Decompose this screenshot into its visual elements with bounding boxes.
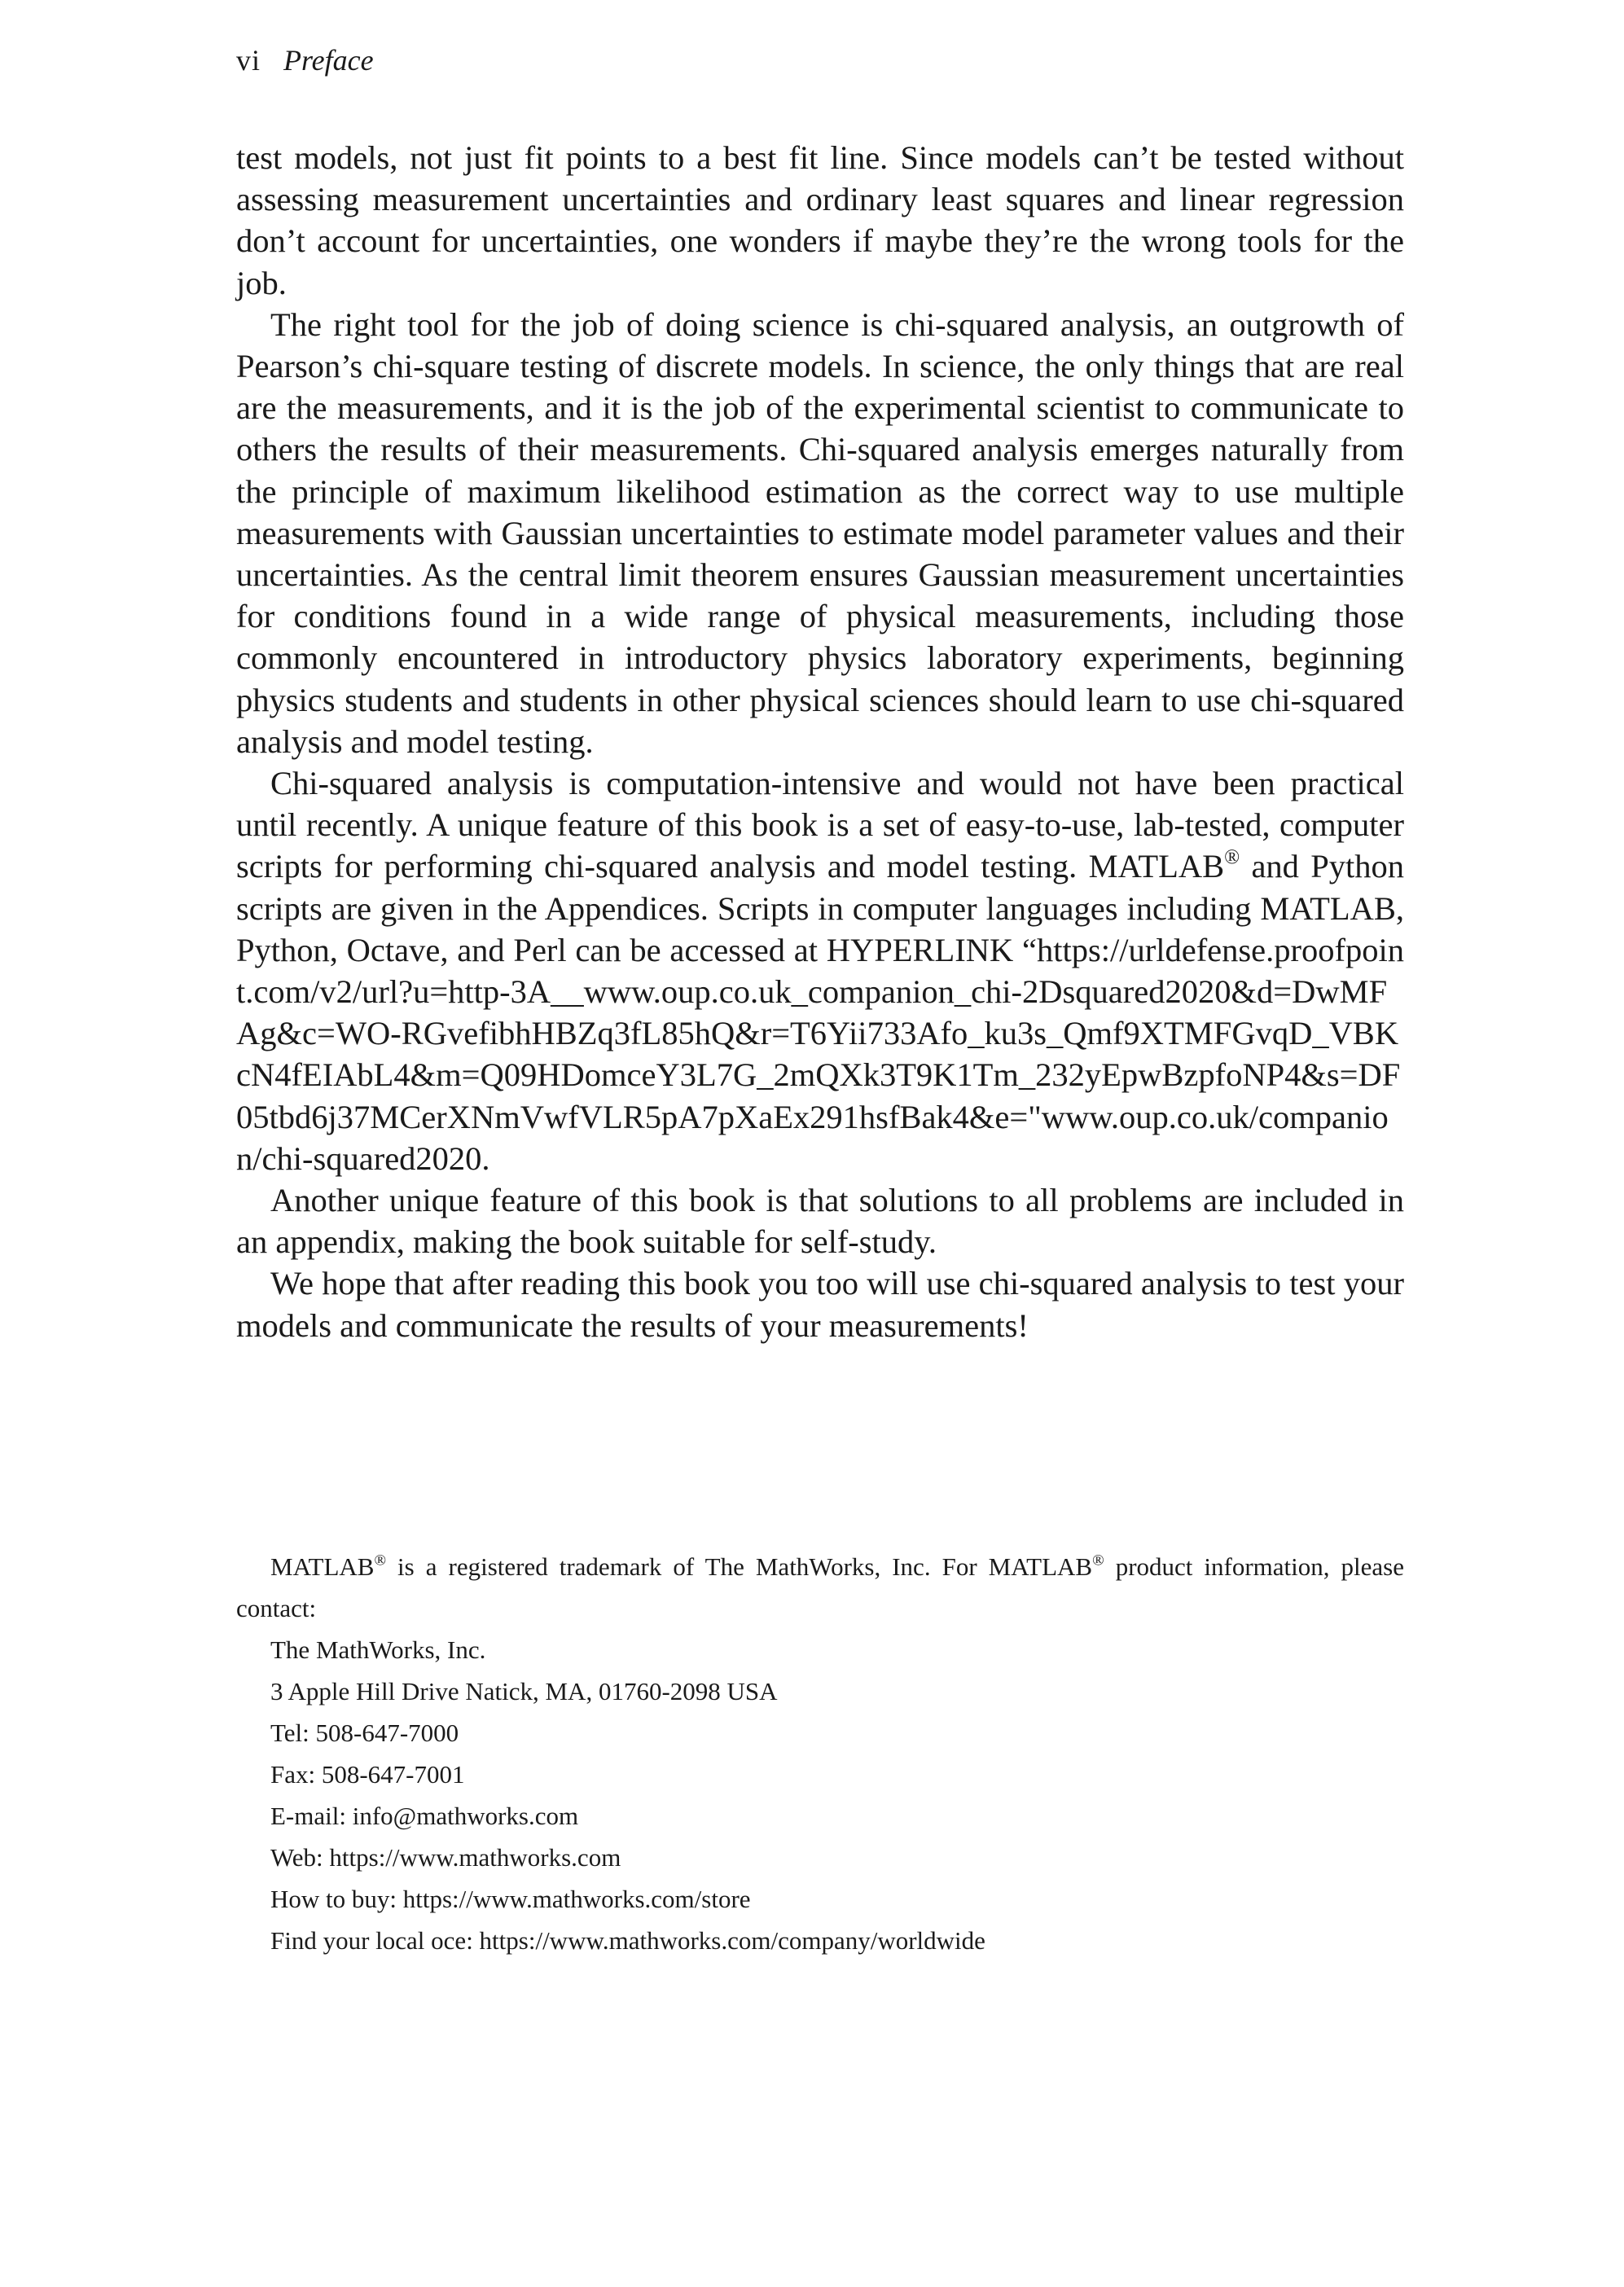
contact-company: The MathWorks, Inc. [270, 1635, 486, 1664]
main-text [236, 137, 1404, 1346]
paragraph-4: Another unique feature of this book is that solutions to all problems are included in an appendix, making the book suitable for self-study. [236, 1182, 1404, 1261]
contact-web: Web: https://www.mathworks.com [270, 1843, 621, 1872]
contact-phone: Tel: 508-647-7000 [270, 1719, 459, 1747]
contact-list [236, 1629, 1404, 1961]
page-number: vi [236, 44, 261, 77]
trademark-statement [236, 1546, 1404, 1629]
section-title: Preface [283, 44, 374, 77]
trademark-text-3: product information, please contact: [236, 1552, 1404, 1622]
registered-mark: ® [1092, 1552, 1104, 1569]
trademark-note [236, 1546, 1404, 1961]
running-head [236, 42, 374, 78]
paragraph-5: We hope that after reading this book you too will use chi-squared analysis to test your models and communicate the results of your measurements! [236, 1265, 1404, 1344]
contact-fax: Fax: 508-647-7001 [270, 1760, 465, 1789]
paragraph-3-text: Chi-squared analysis is computation-intensive and would not have been practical until recently. A unique feature of this book is a set of easy-to-use, lab-tested, computer scripts for performing chi-squared analysis and model testing. MATLAB [236, 765, 1404, 885]
paragraph-1: test models, not just fit points to a best fit line. Since models can’t be tested without assessing measurement uncertainties and ordinary least squares and linear regression don’t account for uncertainties, one wonders if maybe they’re the wrong tools for the job. [236, 139, 1404, 301]
registered-mark: ® [374, 1552, 387, 1569]
paragraph-2: The right tool for the job of doing science is chi-squared analysis, an outgrowth of Pearson’s chi-square testing of discrete models. In science, the only things that are real are the measurements, and it is the job of the experimental scientist to communicate to others the results of their measurements. Chi-squared analysis emerges naturally from the principle of maximum likelihood estimation as the correct way to use multiple measurements with Gaussian uncertainties to estimate model parameter values and their uncertainties. As the central limit theorem ensures Gaussian measurement uncertainties for conditions found in a wide range of physical measurements, including those commonly encountered in introductory physics laboratory experiments, beginning physics students and students in other physical sciences should learn to use chi-squared analysis and model testing. [236, 305, 1404, 760]
trademark-text-2: is a registered trademark of The MathWorks, Inc. For MATLAB [386, 1552, 1093, 1581]
hyperlink-url[interactable]: “https://urldefense.proofpoint.com/v2/url?u=http-3A__www.oup.co.uk_companion_chi-2Dsquared2020&d=DwMFAg&c=WO-RGvefibhHBZq3fL85hQ&r=T6Yii733Afo_ku3s_Qmf9XTMFGvqD_VBKcN4fEIAbL4&m=Q09HDomceY3L7G_2mQXk3T9K1Tm_232yEpwBzpfoNP4&s=DF05tbd6j37MCerXNmVwfVLR5pA7pXaEx291hsfBak4&e="www.oup.co.uk/companion/chi-squared2020. [236, 931, 1404, 1177]
paragraph-3-text-continued: and Python scripts are given in the Appendices. Scripts in computer languages including MATLAB, Python, Octave, and Perl can be accessed at HYPERLINK [236, 848, 1404, 968]
contact-office: Find your local oce: https://www.mathworks.com/company/worldwide [270, 1926, 985, 1955]
paragraph-3 [236, 762, 1404, 1179]
contact-email: E-mail: info@mathworks.com [270, 1802, 579, 1830]
trademark-text-1: MATLAB [270, 1552, 375, 1581]
registered-mark: ® [1224, 847, 1240, 870]
contact-address: 3 Apple Hill Drive Natick, MA, 01760-2098 USA [270, 1677, 778, 1705]
contact-store: How to buy: https://www.mathworks.com/store [270, 1885, 751, 1913]
